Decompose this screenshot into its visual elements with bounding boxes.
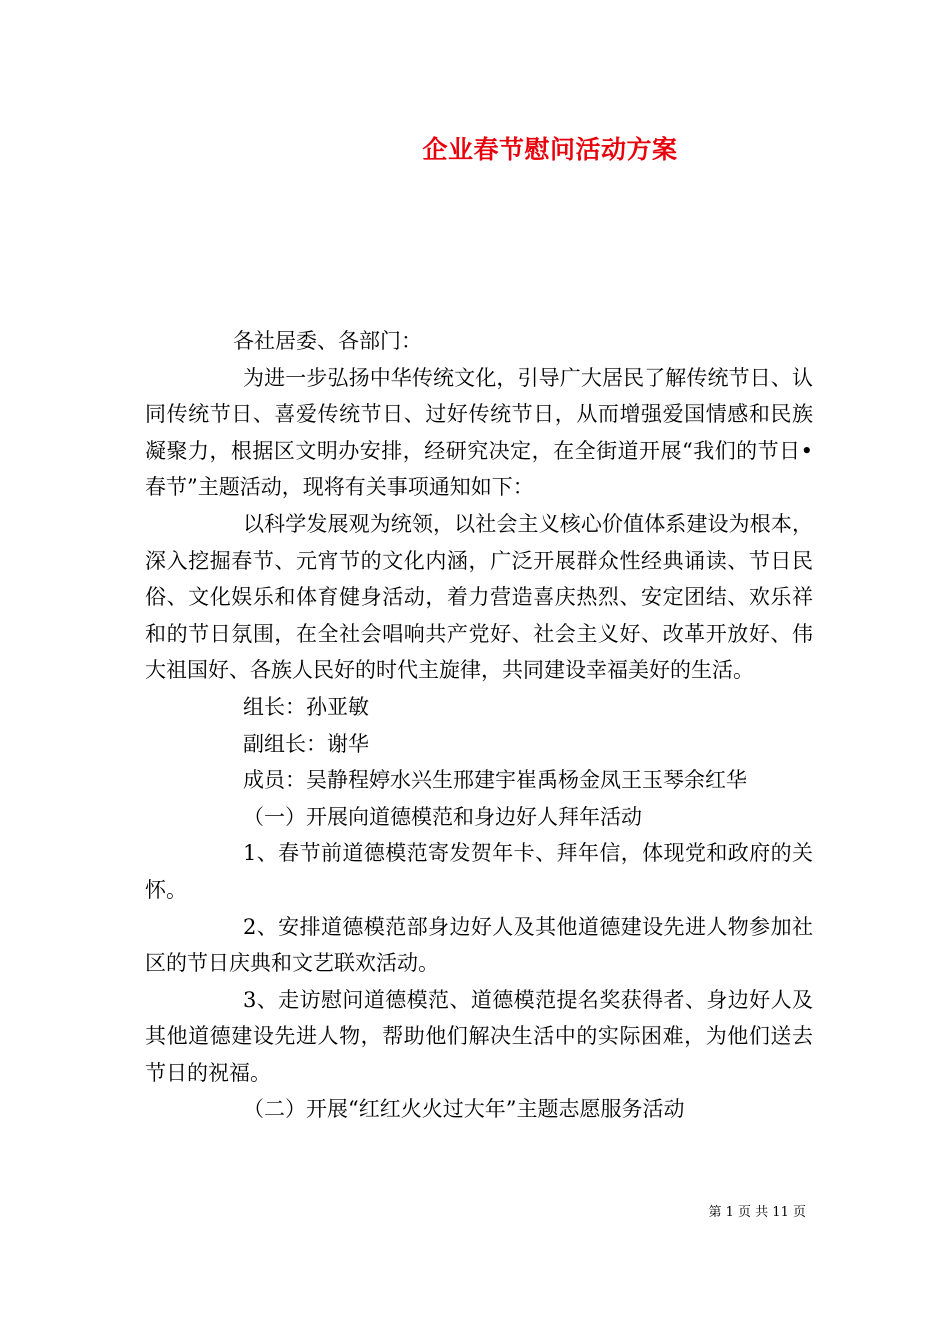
list-item: 1、春节前道德模范寄发贺年卡、拜年信，体现党和政府的关怀。 (145, 841, 813, 902)
footer-total-pages: 11 (772, 1205, 789, 1220)
team-deputy: 副组长：谢华 (243, 731, 369, 756)
footer-suffix: 页 (792, 1205, 806, 1220)
intro-paragraph: 为进一步弘扬中华传统文化，引导广大居民了解传统节日、认同传统节日、喜爱传统节日、过好传统节日，从而增强爱国情感和民族凝聚力，根据区文明办安排，经研究决定，在全街道开展“我们的节日•春节”主题活动，现将有关事项通知如下： (145, 365, 813, 500)
section-heading-2: （二）开展“红红火火过大年”主题志愿服务活动 (243, 1097, 685, 1122)
footer-middle: 页 共 (738, 1205, 769, 1220)
footer-prefix: 第 (708, 1205, 722, 1220)
footer-page-number: 1 (725, 1205, 734, 1220)
document-body (145, 323, 813, 1128)
document-title: 企业春节慰问活动方案 (422, 135, 678, 164)
salutation: 各社居委、各部门： (233, 329, 422, 353)
list-item: 3、走访慰问道德模范、道德模范提名奖获得者、身边好人及其他道德建设先进人物，帮助他们解决生活中的实际困难，为他们送去节日的祝福。 (145, 987, 813, 1085)
guiding-paragraph: 以科学发展观为统领，以社会主义核心价值体系建设为根本，深入挖掘春节、元宵节的文化内涵，广泛开展群众性经典诵读、节日民俗、文化娱乐和体育健身活动，着力营造喜庆热烈、安定团结、欢乐祥和的节日氛围，在全社会唱响共产党好、社会主义好、改革开放好、伟大祖国好、各族人民好的时代主旋律，共同建设幸福美好的生活。 (145, 511, 813, 683)
page-footer (0, 1204, 806, 1222)
section-heading-1: （一）开展向道德模范和身边好人拜年活动 (243, 804, 642, 829)
team-leader: 组长：孙亚敏 (243, 694, 369, 719)
list-item: 2、安排道德模范部身边好人及其他道德建设先进人物参加社区的节日庆典和文艺联欢活动。 (145, 914, 813, 976)
team-members: 成员：吴静程婷水兴生邢建宇崔禹杨金凤王玉琴余红华 (243, 768, 747, 793)
